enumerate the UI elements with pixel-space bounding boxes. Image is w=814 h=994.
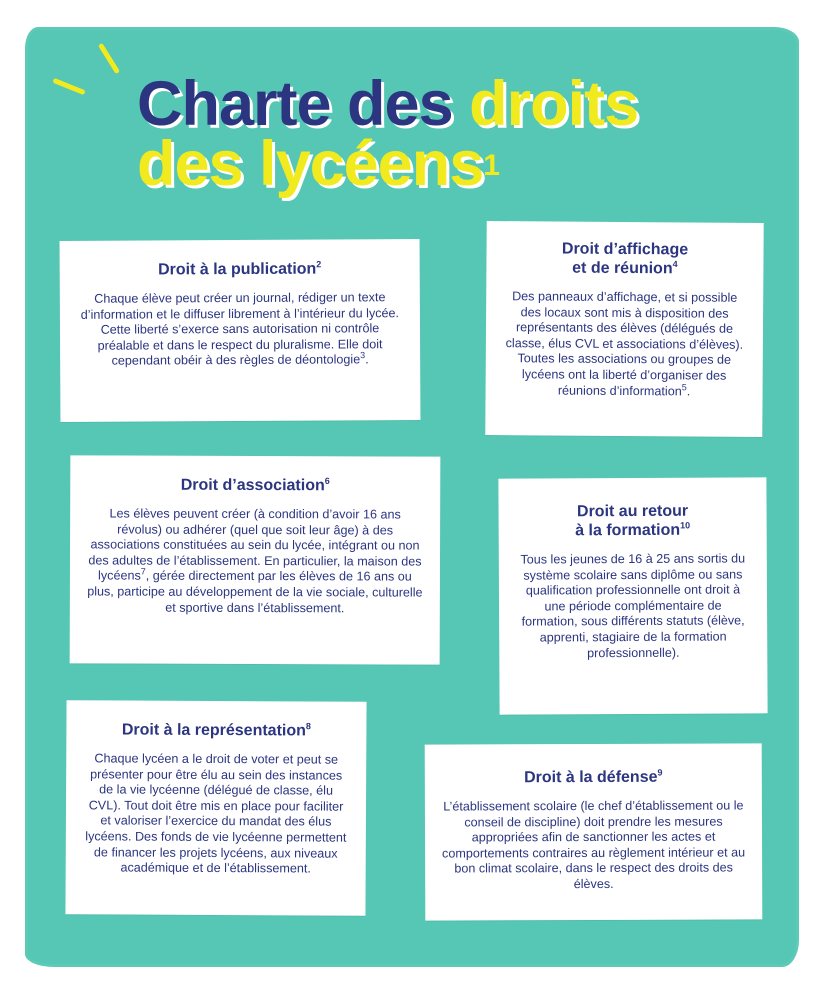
card-title: Droit à la représentation$^8$ bbox=[121, 721, 311, 740]
title-part-1: Charte des bbox=[137, 69, 453, 139]
card-representation bbox=[65, 700, 366, 916]
card-retour-formation bbox=[498, 477, 767, 714]
title-footnote: 1 bbox=[483, 149, 499, 182]
card-text: Chaque lycéen a le droit de voter et peut se présenter pour être élu au sein des instances de la vie lycéenne (délégué de classe, élu CVL). Tout doit être mis en place pour faciliter et valoriser l’exercice du mandat des élus lycéens. Des fonds de vie lycéenne permettent de financer les projets lycéens, aux niveaux académique et de l’établissement. bbox=[85, 751, 347, 876]
card-publication bbox=[60, 239, 421, 422]
card-text: Chaque élève peut créer un journal, rédiger un texte d’information et le diffuser librement à l’intérieur du lycée. Cette liberté s’exerce sans autorisation ni contrôle préalable et dans le respect du pluralisme. Elle doit cependant obéir à des règles de déontologie$^3$. bbox=[80, 290, 400, 369]
card-text: Des panneaux d’affichage, et si possible des locaux sont mis à disposition des représentants des élèves (délégués de classe, élus CVL et associations d’élèves). Toutes les associations ou groupes de lycéens ont la liberté d’organiser des réunions d’information$^5$. bbox=[505, 289, 744, 399]
card-association bbox=[70, 455, 441, 664]
title-part-3: des lycéens bbox=[137, 129, 484, 199]
card-text: L’établissement scolaire (le chef d’établissement ou le conseil de discipline) doit prendre les mesures appropriées afin de sanctionner les actes et comportements contraires au règlement intérieur et au bon climat scolaire, dans le respect des droits des élèves. bbox=[441, 798, 746, 892]
card-text: Tous les jeunes de 16 à 25 ans sortis du système scolaire sans diplôme ou sans qualification professionnelle ont droit à une période complémentaire de formation, sous différents statuts (élève, apprenti, stagiaire de la formation professionnelle). bbox=[520, 551, 746, 660]
card-title: Droit d’affichage et de réunion$^4$ bbox=[561, 240, 689, 278]
title-part-2: droits bbox=[469, 69, 639, 139]
card-title: Droit à la publication$^2$ bbox=[158, 259, 322, 279]
card-title: Droit d’association$^6$ bbox=[180, 475, 330, 495]
card-defense bbox=[425, 743, 763, 920]
card-title: Droit à la défense$^9$ bbox=[524, 767, 663, 787]
card-text: Les élèves peuvent créer (à condition d’avoir 16 ans révolus) ou adhérer (quel que soit leur âge) à des associations constituées au sein du lycée, intégrant ou non des adultes de l’établissement. En particulier, la maison des lycéens$^7$, gérée directement par les élèves de 16 ans ou plus, participe au développement de la vie sociale, culturelle et sportive dans l’établissement. bbox=[87, 506, 423, 615]
card-affichage bbox=[485, 221, 763, 437]
card-title: Droit au retour à la formation$^{10}$ bbox=[575, 502, 691, 540]
page-title bbox=[137, 69, 639, 199]
